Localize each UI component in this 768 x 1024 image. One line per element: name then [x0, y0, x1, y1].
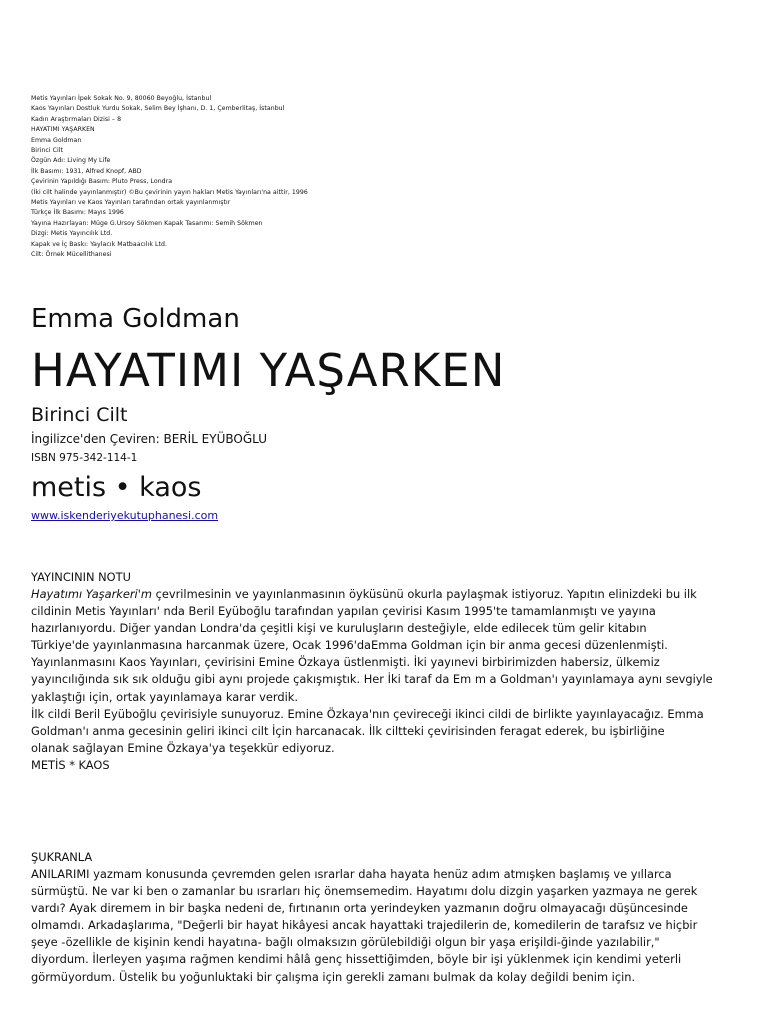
- colophon-line: Kaos Yayınları Dostluk Yurdu Sokak, Selim Bey İşhanı, D. 1, Çemberlitaş, İstanbul: [31, 105, 285, 113]
- colophon: [31, 94, 571, 261]
- volume-label: Birinci Cilt: [31, 404, 128, 426]
- colophon-line: Metis Yayınları ve Kaos Yayınları tarafından ortak yayınlanmıştır: [31, 199, 231, 207]
- paragraph-line: diyordum. İlerleyen yaşıma rağmen kendimi hâlâ genç hissettiğimden, böyle bir işi yüklenmek için kendimi yeterli: [31, 952, 682, 967]
- paragraph-line: sürmüştü. Ne var ki ben o zamanlar bu ısrarları hiç önemsemedim. Hayatımı dolu dizgin yaşarken yazmaya ne gerek: [31, 884, 698, 899]
- colophon-line: Cilt: Örnek Mücellithanesi: [31, 251, 112, 259]
- paragraph-line: [31, 586, 741, 603]
- paragraph-line: cildinin Metis Yayınları' nda Beril Eyüboğlu tarafından yapılan çevirisi Kasım 1995'te tamamlanmıştı ve yayına: [31, 604, 656, 619]
- colophon-line: HAYATIMI YAŞARKEN: [31, 126, 95, 134]
- paragraph-line: görmüyordum. Üstelik bu yoğunluktaki bir çalışma için gerekli zamanı bulmak da kolay değildi benim için.: [31, 969, 636, 984]
- gratitude-body: [31, 866, 741, 986]
- colophon-line: Yayına Hazırlayan: Müge G.Ursoy Sökmen Kapak Tasarımı: Semih Sökmen: [31, 219, 263, 227]
- paragraph-line: Goldman'ı anma gecesinin geliri ikinci cilt İçin harcanacak. İlk ciltteki çevirisinden feragat ederek, bu işbirliğine: [31, 723, 665, 738]
- colophon-line: Kapak ve İç Baskı: Yaylacık Matbaacılık Ltd.: [31, 240, 167, 248]
- paragraph-line: şeye -özellikle de kişinin kendi hayatına- bağlı olmaksızın görülebildiği olgun bir yaşa erişildi-ğinde yazılabilir,": [31, 935, 660, 950]
- translator-credit: İngilizce'den Çeviren: BERİL EYÜBOĞLU: [31, 432, 267, 446]
- signature-line: METİS * KAOS: [31, 757, 110, 772]
- colophon-line: Emma Goldman: [31, 136, 82, 144]
- colophon-line: Dizgi: Metis Yayıncılık Ltd.: [31, 230, 113, 238]
- colophon-line: Türkçe İlk Basımı: Mayıs 1996: [31, 209, 124, 217]
- colophon-line: (İki cilt halinde yayınlanmıştır) ©Bu çevirinin yayın hakları Metis Yayınları'na aittir, 1996: [31, 188, 308, 196]
- paragraph-line: İlk cildi Beril Eyüboğlu çevirisiyle sunuyoruz. Emine Özkaya'nın çevireceği ikinci cildi de birlikte yayınlayacağız. Emma: [31, 706, 704, 721]
- paragraph-line: yaklaştığı için, ortak yayınlamaya karar verdik.: [31, 689, 299, 704]
- colophon-line: Kadın Araştırmaları Dizisi – 8: [31, 115, 122, 123]
- section-title-publisher-note: YAYINCININ NOTU: [31, 570, 131, 584]
- publisher-note-body: [31, 586, 741, 774]
- paragraph-line: Yayınlanmasını Kaos Yayınları, çevirisini Emine Özkaya üstlenmişti. İki yayınevi birbirimizden habersiz, ülkemiz: [31, 655, 660, 670]
- colophon-line: Çevirinin Yapıldığı Basım: Pluto Press, Londra: [31, 178, 173, 186]
- paragraph-line: ANILARIMI yazmam konusunda çevremden gelen ısrarlar daha hayata henüz adım atmışken başlamış ve yıllarca: [31, 867, 672, 881]
- publisher-name: metis • kaos: [31, 472, 202, 503]
- italic-book-title: Hayatımı Yaşarkeri'm: [31, 587, 152, 601]
- book-title: HAYATIMI YAŞARKEN: [31, 344, 506, 397]
- colophon-line: İlk Basımı: 1931, Alfred Knopf, ABD: [31, 167, 142, 175]
- paragraph-line: olmamdı. Arkadaşlarıma, "Değerli bir hayat hikâyesi ancak hayattaki trajedilerin de, komedilerin de tarafsız ve hiçbir: [31, 918, 698, 933]
- colophon-line: Birinci Cilt: [31, 147, 64, 155]
- section-title-gratitude: ŞUKRANLA: [31, 850, 93, 864]
- paragraph-line: hazırlanıyordu. Diğer yandan Londra'da çeşitli kişi ve kuruluşların desteğiyle, elde edilecek tüm gelir kitabın: [31, 621, 647, 636]
- line-text: çevrilmesinin ve yayınlanmasının öyküsünü okurla paylaşmak istiyoruz. Yapıtın elinizdeki bu ilk: [151, 587, 697, 601]
- website-link[interactable]: www.iskenderiyekutuphanesi.com: [31, 509, 219, 522]
- colophon-line: Metis Yayınları İpek Sokak No. 9, 80060 Beyoğlu, İstanbul: [31, 95, 212, 102]
- paragraph-line: yayıncılığında sık sık olduğu gibi aynı projede çakışmıştık. Her İki taraf da Em m a Goldman'ı yayınlamaya aynı sevgiyle: [31, 672, 713, 687]
- paragraph-line: vardı? Ayak diremem in bir başka nedeni de, fırtınanın orta yerindeyken yazmanın doğru olmayacağı düşüncesinde: [31, 901, 688, 916]
- isbn: ISBN 975-342-114-1: [31, 452, 138, 464]
- author-name: Emma Goldman: [31, 304, 240, 334]
- colophon-line: Özgün Adı: Living My Life: [31, 157, 111, 165]
- paragraph-line: olanak sağlayan Emine Özkaya'ya teşekkür ediyoruz.: [31, 740, 335, 755]
- paragraph-line: Türkiye'de yayınlanmasına harcanmak üzere, Ocak 1996'daEmma Goldman için bir anma gecesi düzenlenmişti.: [31, 638, 668, 653]
